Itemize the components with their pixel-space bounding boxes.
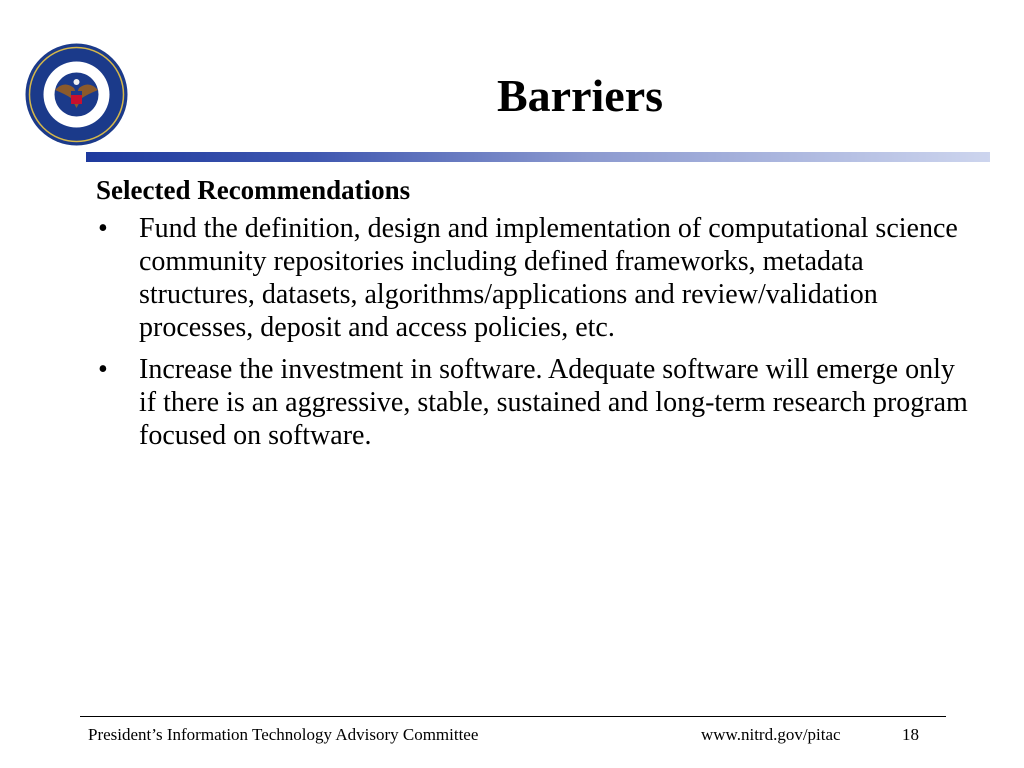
bullet-icon: • <box>98 213 108 244</box>
bullet-list <box>96 212 976 452</box>
bullet-text: Fund the definition, design and implementation of computational science community repositories including defined frameworks, metadata structures, datasets, algorithms/applications and review/validation processes, deposit and access policies, etc. <box>139 213 958 343</box>
footer-url: www.nitrd.gov/pitac <box>701 725 841 744</box>
presidential-seal-icon <box>24 42 129 147</box>
list-item <box>96 353 976 452</box>
seal-logo <box>24 42 129 147</box>
page-number: 18 <box>902 725 919 744</box>
slide-title: Barriers <box>496 70 664 121</box>
bullet-icon: • <box>98 354 108 385</box>
footer-divider <box>80 716 946 717</box>
list-item <box>96 212 976 344</box>
slide-body <box>96 174 976 461</box>
title-divider-bar <box>86 152 990 162</box>
section-subheading: Selected Recommendations <box>96 175 411 205</box>
footer-committee-name: President’s Information Technology Advisory Committee <box>88 725 479 744</box>
bullet-text: Increase the investment in software. Adequate software will emerge only if there is an aggressive, stable, sustained and long-term research program focused on software. <box>139 354 968 451</box>
